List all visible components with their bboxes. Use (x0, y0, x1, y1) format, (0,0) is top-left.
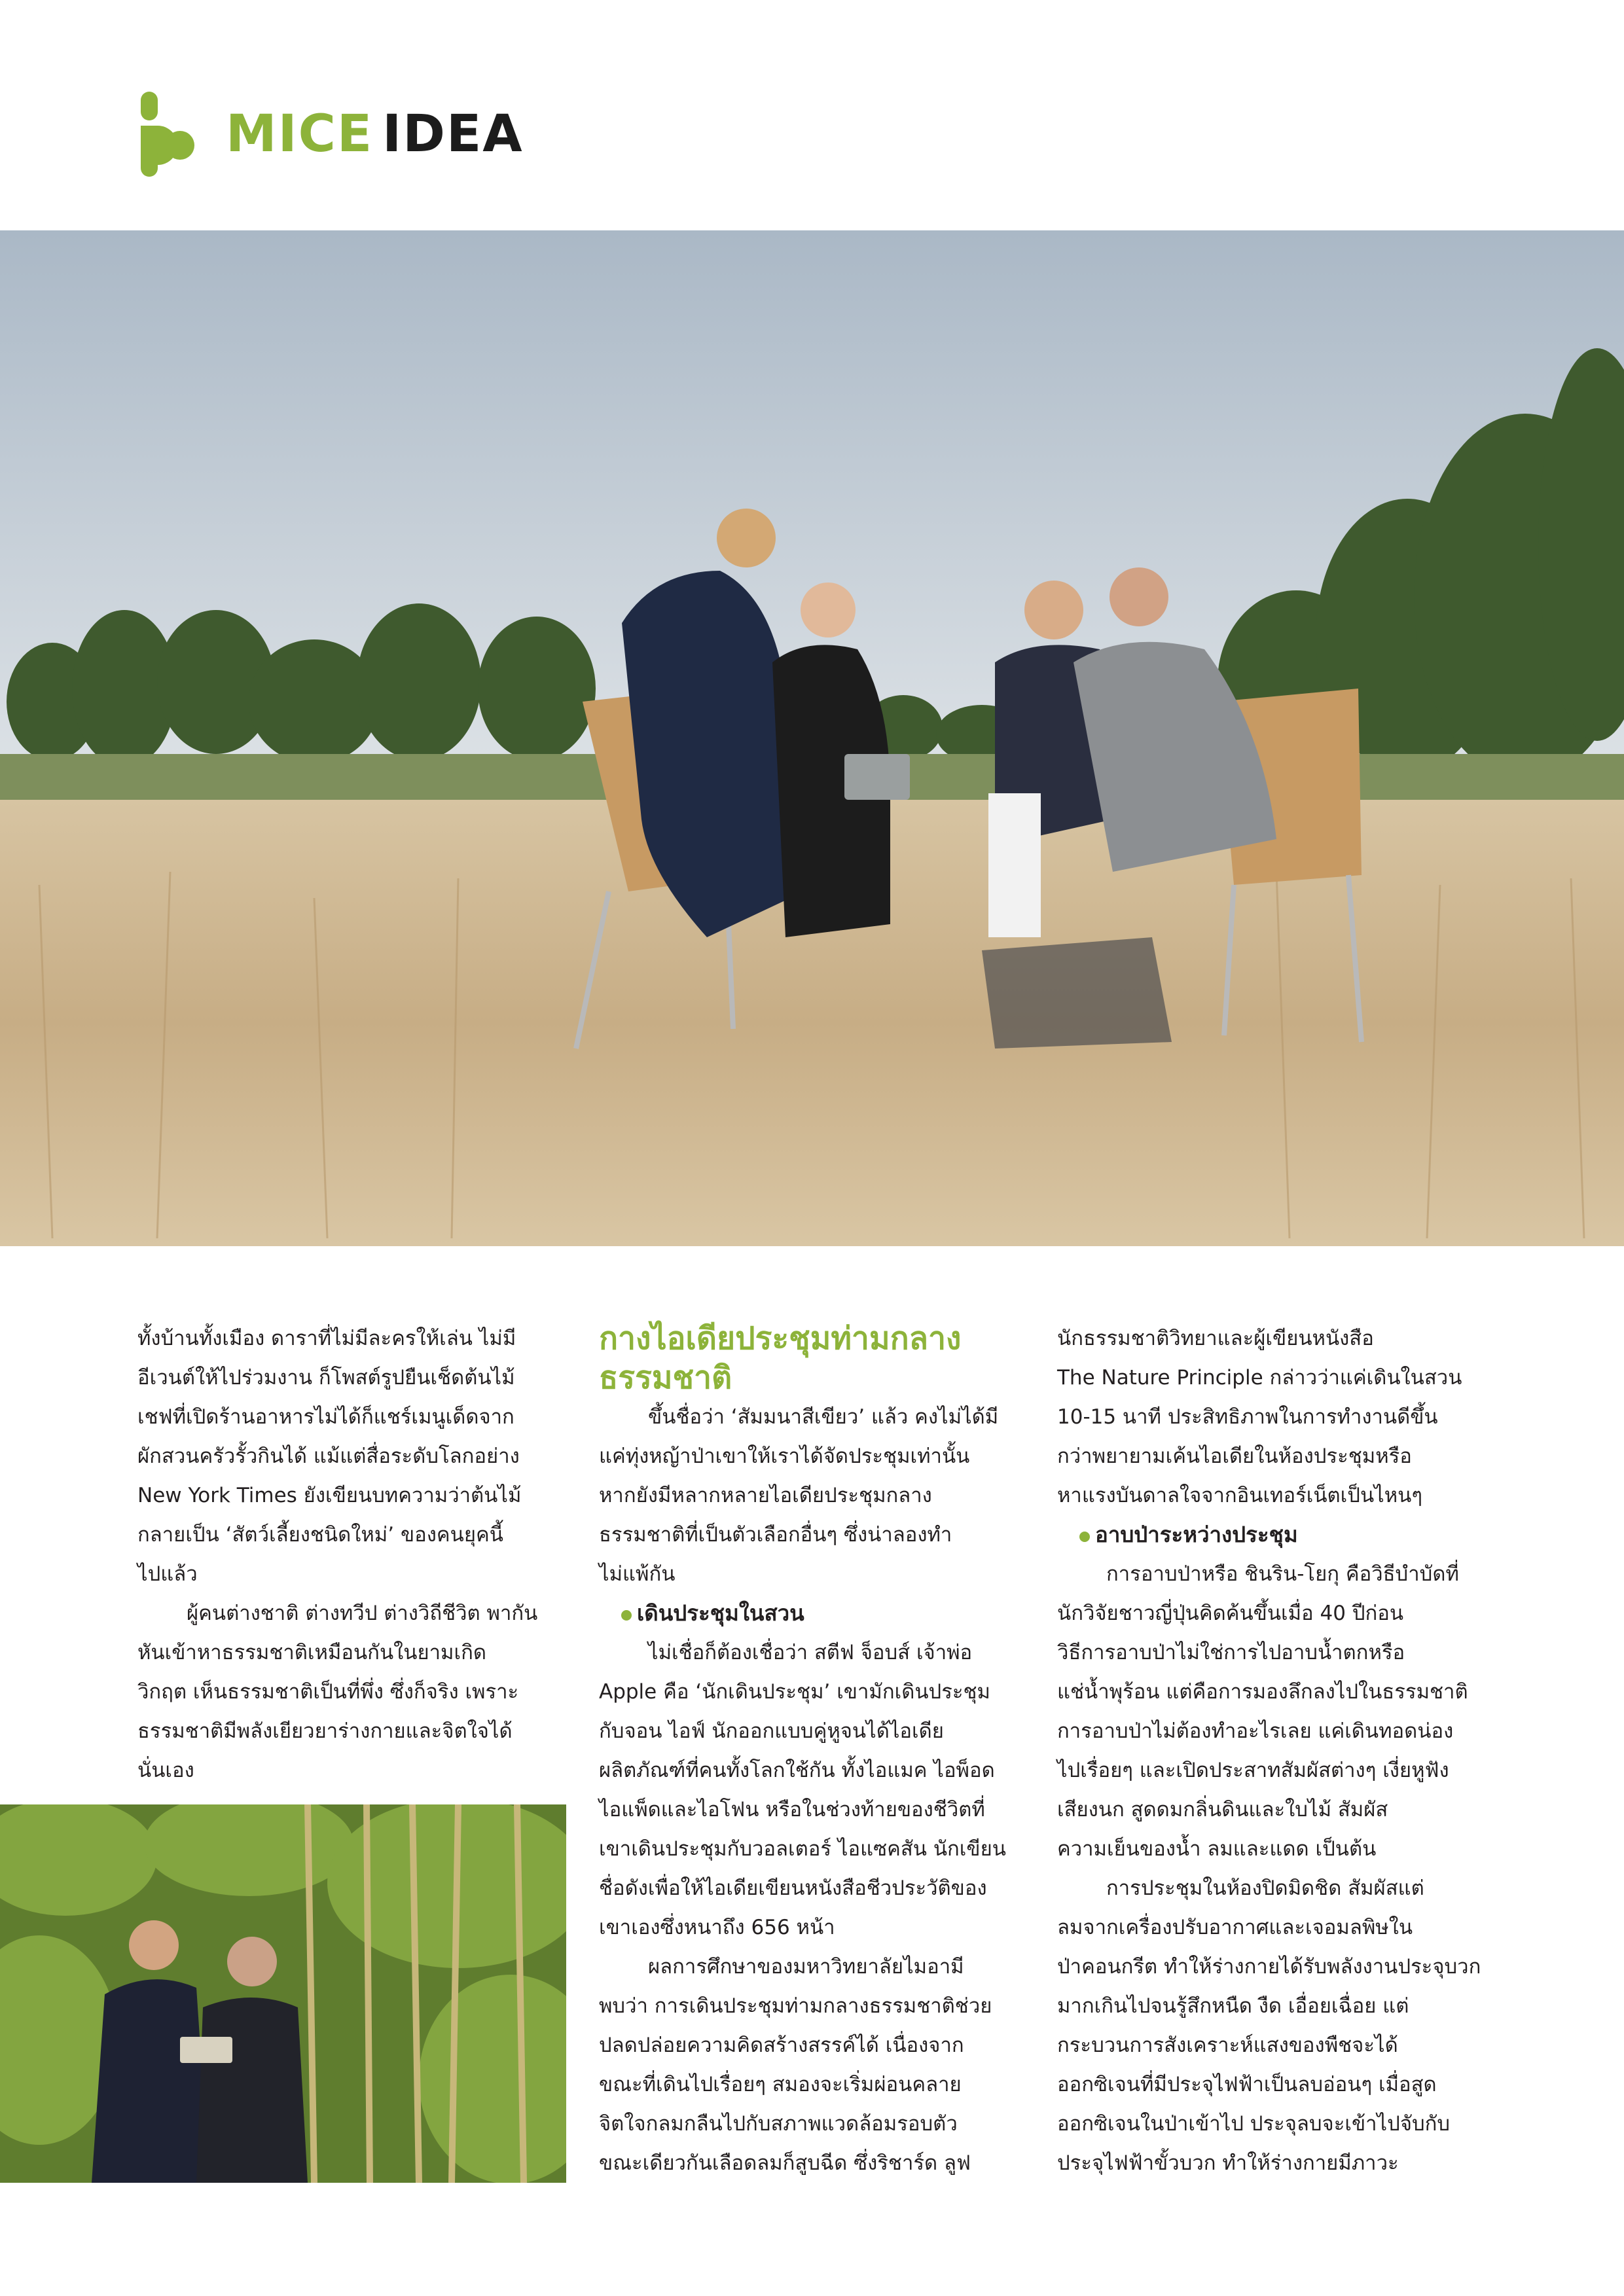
mice-idea-logo-icon (141, 92, 206, 177)
article-column-3 (1057, 1319, 1489, 2183)
paragraph-line: ธรรมชาติที่เป็นตัวเลือกอื่นๆ ซึ่งน่าลองทำ (599, 1523, 952, 1547)
paragraph-line: ปลดปล่อยความคิดสร้างสรรค์ได้ เนื่องจาก (599, 2034, 964, 2057)
section-heading (599, 1319, 1031, 1397)
paragraph-line: ไม่เชื่อก็ต้องเชื่อว่า สตีฟ จ็อบส์ เจ้าพ่อ (648, 1641, 973, 1664)
subheading (1057, 1515, 1489, 1554)
paragraph-line: ขณะที่เดินไปเรื่อยๆ สมองจะเริ่มผ่อนคลาย (599, 2073, 962, 2096)
paragraph-line: จิตใจกลมกลืนไปกับสภาพแวดล้อมรอบตัว (599, 2112, 958, 2136)
paragraph-line: ออกซิเจนในป่าเข้าไป ประจุลบจะเข้าไปจับกับ (1057, 2112, 1451, 2136)
brand-word-idea: IDEA (382, 105, 524, 164)
article-column-2 (599, 1319, 1031, 2183)
paragraph-line: แค่ทุ่งหญ้าป่าเขาให้เราได้จัดประชุมเท่านั้น (599, 1444, 970, 1468)
subheading-label: อาบป่าระหว่างประชุม (1095, 1522, 1298, 1547)
paragraph-line: ไอแพ็ดและไอโฟน หรือในช่วงท้ายของชีวิตที่ (599, 1798, 985, 1821)
paragraph-line: ไปเรื่อยๆ และเปิดประสาทสัมผัสต่างๆ เงี่ยหูฟัง (1057, 1759, 1449, 1782)
paragraph-line: Apple คือ ‘นักเดินประชุม’ เขามักเดินประชุม (599, 1680, 990, 1704)
paragraph-line: ทั้งบ้านทั้งเมือง ดาราที่ไม่มีละครให้เล่น ไม่มี (137, 1327, 516, 1350)
two-businessmen-in-bamboo-garden-image (0, 1804, 566, 2183)
paragraph-line: ความเย็นของน้ำ ลมและแดด เป็นต้น (1057, 1837, 1377, 1861)
paragraph-line: เขาเองซึ่งหนาถึง 656 หน้า (599, 1916, 835, 1939)
paragraph-line: วิธีการอาบป่าไม่ใช่การไปอาบน้ำตกหรือ (1057, 1641, 1405, 1664)
paragraph-line: กระบวนการสังเคราะห์แสงของพืชจะได้ (1057, 2034, 1398, 2057)
paragraph-line: ประจุไฟฟ้าขั้วบวก ทำให้ร่างกายมีภาวะ (1057, 2151, 1399, 2175)
paragraph-line: New York Times ยังเขียนบทความว่าต้นไม้ (137, 1484, 522, 1507)
section-heading-line: กางไอเดียประชุมท่ามกลาง (599, 1320, 962, 1357)
paragraph-line: กับจอน ไอฟ์ นักออกแบบคู่หูจนได้ไอเดีย (599, 1719, 944, 1743)
paragraph-line: ผักสวนครัวรั้วกินได้ แม้แต่สื่อระดับโลกอย่าง (137, 1444, 520, 1468)
paragraph-line: หันเข้าหาธรรมชาติเหมือนกันในยามเกิด (137, 1641, 486, 1664)
paragraph-line: กว่าพยายามเค้นไอเดียในห้องประชุมหรือ (1057, 1444, 1412, 1468)
subheading-label: เดินประชุมในสวน (637, 1600, 804, 1626)
paragraph-line: ผู้คนต่างชาติ ต่างทวีป ต่างวิถีชีวิต พากัน (187, 1602, 538, 1625)
paragraph-line: เขาเดินประชุมกับวอลเตอร์ ไอแซคสัน นักเขียน (599, 1837, 1006, 1861)
bamboo-photo (0, 1804, 566, 2183)
hero-image (0, 230, 1624, 1246)
bullet-dot-icon (1079, 1532, 1090, 1542)
article-column-1 (137, 1319, 556, 1790)
business-meeting-in-wheat-field-image (0, 230, 1624, 1246)
paragraph-line: 10-15 นาที ประสิทธิภาพในการทำงานดีขึ้น (1057, 1405, 1438, 1429)
paragraph-line: หากยังมีหลากหลายไอเดียประชุมกลาง (599, 1484, 932, 1507)
paragraph-line: พบว่า การเดินประชุมท่ามกลางธรรมชาติช่วย (599, 1994, 992, 2018)
paragraph-line: ขึ้นชื่อว่า ‘สัมมนาสีเขียว’ แล้ว คงไม่ได้มี (648, 1405, 999, 1429)
paragraph-line: แช่น้ำพุร้อน แต่คือการมองลึกลงไปในธรรมชาติ (1057, 1680, 1468, 1704)
paragraph-line: การอาบป่าหรือ ชินริน-โยกุ คือวิธีบำบัดที่ (1106, 1562, 1459, 1586)
paragraph-line: นั่นเอง (137, 1759, 194, 1782)
paragraph-line: นักวิจัยชาวญี่ปุ่นคิดค้นขึ้นเมื่อ 40 ปีก่อน (1057, 1602, 1404, 1625)
subheading (599, 1594, 1031, 1633)
paragraph-line: มากเกินไปจนรู้สึกหนืด งืด เอื่อยเฉื่อย แต่ (1057, 1994, 1409, 2018)
paragraph-line: เสียงนก สูดดมกลิ่นดินและใบไม้ สัมผัส (1057, 1798, 1388, 1821)
paragraph-line: หาแรงบันดาลใจจากอินเทอร์เน็ตเป็นไหนๆ (1057, 1484, 1423, 1507)
paragraph-line: นักธรรมชาติวิทยาและผู้เขียนหนังสือ (1057, 1327, 1374, 1350)
paragraph-line: ขณะเดียวกันเลือดลมก็สูบฉีด ซึ่งริชาร์ด ลูฟ (599, 2151, 971, 2175)
paragraph-line: อีเวนต์ให้ไปร่วมงาน ก็โพสต์รูปยืนเช็ดต้นไม้ (137, 1366, 515, 1390)
paragraph-line: ผลิตภัณฑ์ที่คนทั้งโลกใช้กัน ทั้งไอแมค ไอพ็อด (599, 1759, 995, 1782)
paragraph-line: ธรรมชาติมีพลังเยียวยาร่างกายและจิตใจได้ (137, 1719, 513, 1743)
paragraph-line: The Nature Principle กล่าวว่าแค่เดินในสวน (1057, 1366, 1462, 1390)
paragraph-line: ไม่แพ้กัน (599, 1562, 676, 1586)
paragraph-line: ออกซิเจนที่มีประจุไฟฟ้าเป็นลบอ่อนๆ เมื่อสูด (1057, 2073, 1437, 2096)
section-heading-line: ธรรมชาติ (599, 1359, 732, 1396)
paragraph-line: เชฟที่เปิดร้านอาหารไม่ได้ก็แชร์เมนูเด็ดจาก (137, 1405, 514, 1429)
paragraph-line: วิกฤต เห็นธรรมชาติเป็นที่พึ่ง ซึ่งก็จริง เพราะ (137, 1680, 519, 1704)
bullet-dot-icon (621, 1610, 632, 1621)
paragraph-line: กลายเป็น ‘สัตว์เลี้ยงชนิดใหม่’ ของคนยุคนี้ (137, 1523, 503, 1547)
paragraph-line: การประชุมในห้องปิดมิดชิด สัมผัสแต่ (1106, 1876, 1424, 1900)
brand-word-mice: MICE (226, 105, 374, 164)
paragraph-line: ลมจากเครื่องปรับอากาศและเจอมลพิษใน (1057, 1916, 1413, 1939)
paragraph-line: การอาบป่าไม่ต้องทำอะไรเลย แค่เดินทอดน่อง (1057, 1719, 1454, 1743)
paragraph-line: ชื่อดังเพื่อให้ไอเดียเขียนหนังสือชีวประวัติของ (599, 1876, 987, 1900)
paragraph-line: ผลการศึกษาของมหาวิทยาลัยไมอามี (648, 1955, 964, 1979)
paragraph-line: ป่าคอนกรีต ทำให้ร่างกายได้รับพลังงานประจุบวก (1057, 1955, 1481, 1979)
brand-logo (141, 92, 524, 177)
brand-wordmark (226, 105, 524, 164)
paragraph-line: ไปแล้ว (137, 1562, 198, 1586)
